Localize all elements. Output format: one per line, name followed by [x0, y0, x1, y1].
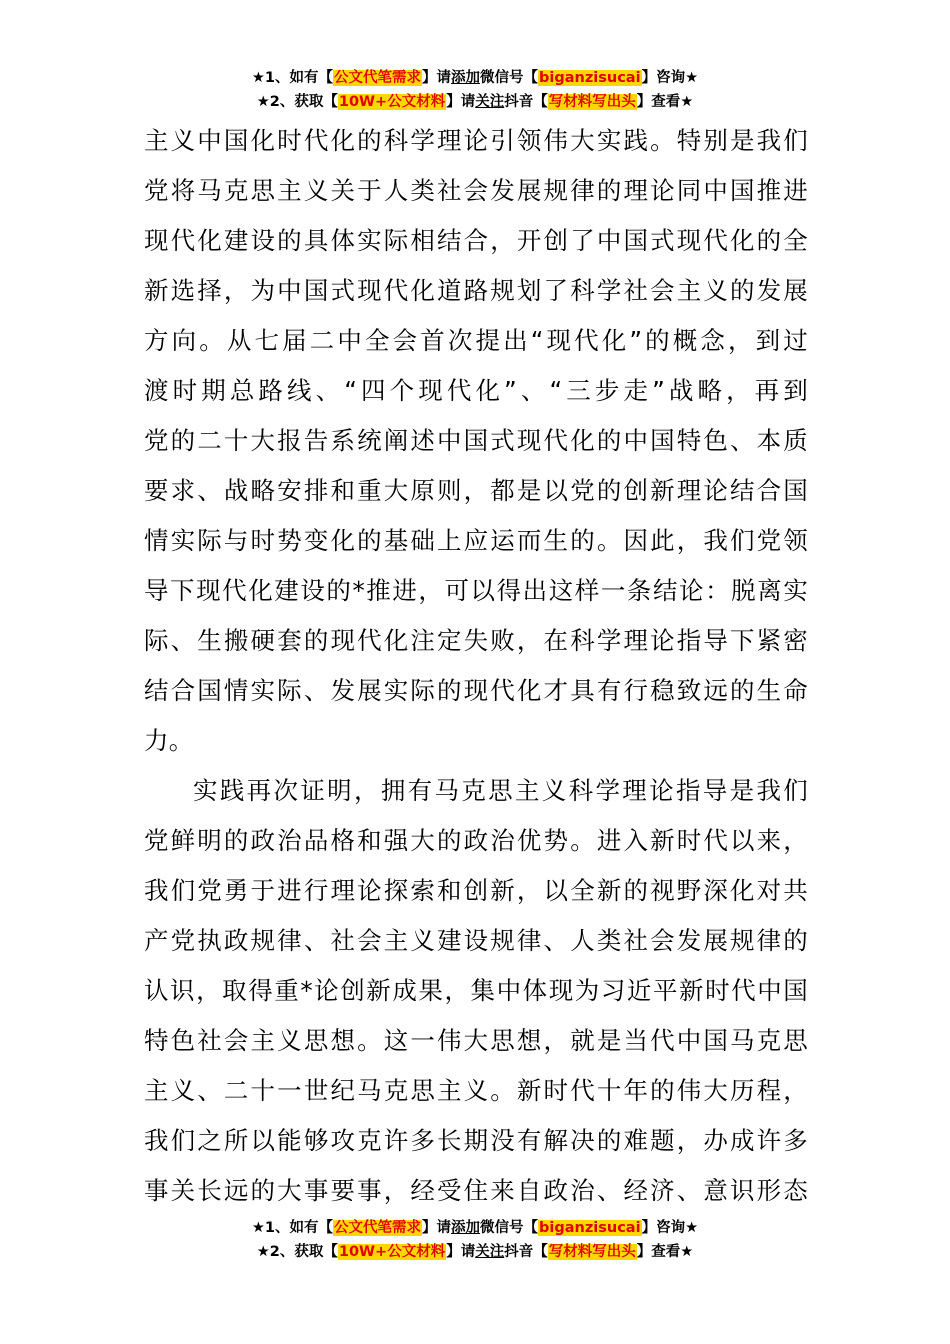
text-line: 特色社会主义思想。这一伟大思想，就是当代中国马克思	[144, 1026, 808, 1055]
banner-text: ★1、如有【	[251, 1220, 334, 1236]
highlight-materials: 10W+公文材料	[338, 1244, 446, 1260]
text-line: 主义、二十一世纪马克思主义。新时代十年的伟大历程，	[144, 1076, 808, 1105]
highlight-wechat-id: biganzisucai	[539, 70, 641, 86]
banner-text: ★2、获取【	[256, 94, 338, 110]
banner-text: 】请	[422, 1220, 452, 1236]
text-line: 新选择，为中国式现代化道路规划了科学社会主义的发展	[144, 276, 808, 305]
banner-text: 】请	[422, 70, 452, 86]
banner-text: ★1、如有【	[251, 70, 334, 86]
banner-text: 】查看★	[636, 94, 694, 110]
text-line: 要求、战略安排和重大原则，都是以党的创新理论结合国	[144, 476, 808, 505]
footer-banner	[0, 1216, 950, 1264]
text-line: 我们党勇于进行理论探索和创新，以全新的视野深化对共	[144, 876, 808, 905]
banner-text: 】咨询★	[641, 1220, 699, 1236]
banner-line-2	[0, 90, 950, 114]
text-line: 党的二十大报告系统阐述中国式现代化的中国特色、本质	[144, 426, 808, 455]
text-line: 结合国情实际、发展实际的现代化才具有行稳致远的生命	[144, 676, 808, 705]
document-body	[144, 116, 808, 1216]
highlight-materials: 10W+公文材料	[338, 94, 446, 110]
banner-text: 】查看★	[636, 1244, 694, 1260]
highlight-douyin-id: 写材料写出头	[548, 94, 636, 110]
banner-line-1	[0, 1216, 950, 1240]
text-line: 渡时期总路线、“四个现代化”、“三步走”战略，再到	[144, 376, 808, 405]
text-line: 导下现代化建设的*推进，可以得出这样一条结论：脱离实	[144, 576, 808, 605]
text-line: 方向。从七届二中全会首次提出“现代化”的概念，到过	[144, 326, 808, 355]
banner-text: 抖音【	[504, 1244, 548, 1260]
paragraph-first-line: 实践再次证明，拥有马克思主义科学理论指导是我们	[193, 776, 808, 805]
banner-text: 微信号【	[480, 1220, 539, 1236]
text-line: 情实际与时势变化的基础上应运而生的。因此，我们党领	[144, 526, 808, 555]
banner-text: 抖音【	[504, 94, 548, 110]
underlined-text: 关注	[475, 94, 505, 110]
highlight-service: 公文代笔需求	[334, 70, 422, 86]
banner-text: 】咨询★	[641, 70, 699, 86]
text-line: 际、生搬硬套的现代化注定失败，在科学理论指导下紧密	[144, 626, 808, 655]
text-line: 事关长远的大事要事，经受住来自政治、经济、意识形态	[144, 1176, 808, 1205]
highlight-wechat-id: biganzisucai	[539, 1220, 641, 1236]
text-line: 党将马克思主义关于人类社会发展规律的理论同中国推进	[144, 176, 808, 205]
text-line: 现代化建设的具体实际相结合，开创了中国式现代化的全	[144, 226, 808, 255]
text-line: 主义中国化时代化的科学理论引领伟大实践。特别是我们	[144, 126, 808, 155]
banner-line-2	[0, 1240, 950, 1264]
banner-text: ★2、获取【	[256, 1244, 338, 1260]
text-line: 产党执政规律、社会主义建设规律、人类社会发展规律的	[144, 926, 808, 955]
banner-text: 微信号【	[480, 70, 539, 86]
text-line: 我们之所以能够攻克许多长期没有解决的难题，办成许多	[144, 1126, 808, 1155]
underlined-text: 添加	[451, 1220, 481, 1236]
highlight-douyin-id: 写材料写出头	[548, 1244, 636, 1260]
banner-text: 】请	[446, 1244, 476, 1260]
text-line: 党鲜明的政治品格和强大的政治优势。进入新时代以来，	[144, 826, 808, 855]
text-line: 认识，取得重*论创新成果，集中体现为习近平新时代中国	[144, 976, 808, 1005]
banner-line-1	[0, 66, 950, 90]
header-banner	[0, 66, 950, 114]
banner-text: 】请	[446, 94, 476, 110]
underlined-text: 关注	[475, 1244, 505, 1260]
underlined-text: 添加	[451, 70, 481, 86]
text-line: 力。	[144, 726, 194, 755]
highlight-service: 公文代笔需求	[334, 1220, 422, 1236]
